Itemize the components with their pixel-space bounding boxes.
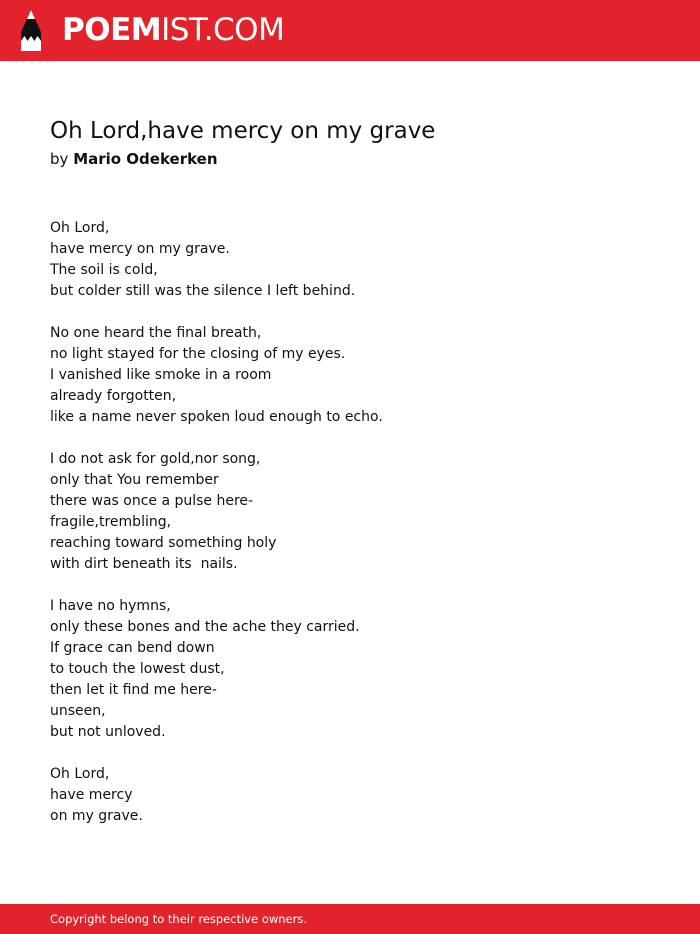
stanza bbox=[50, 764, 670, 827]
poem-line: unseen, bbox=[50, 703, 106, 719]
stanza bbox=[50, 218, 670, 302]
pencil-tip-icon[interactable] bbox=[18, 10, 44, 52]
poem-line: but not unloved. bbox=[50, 724, 166, 740]
poem-line: have mercy bbox=[50, 787, 133, 803]
poem-title: Oh Lord,have mercy on my grave bbox=[50, 118, 436, 144]
logo-light-text: IST.COM bbox=[161, 12, 285, 48]
poem-line: The soil is cold, bbox=[50, 262, 158, 278]
poem-line: have mercy on my grave. bbox=[50, 241, 230, 257]
poem-line: Oh Lord, bbox=[50, 220, 110, 236]
stanza bbox=[50, 323, 670, 428]
poem-line: If grace can bend down bbox=[50, 640, 215, 656]
poem-line: like a name never spoken loud enough to echo. bbox=[50, 409, 383, 425]
site-header bbox=[0, 0, 700, 61]
copyright-notice: Copyright belong to their respective owners. bbox=[50, 912, 308, 926]
logo-bold-text: POEM bbox=[62, 12, 162, 48]
author-name: Mario Odekerken bbox=[73, 150, 218, 168]
poem-line: reaching toward something holy bbox=[50, 535, 277, 551]
site-footer bbox=[0, 904, 700, 934]
poem-line: on my grave. bbox=[50, 808, 143, 824]
poem-line: I do not ask for gold,nor song, bbox=[50, 451, 261, 467]
poem-line: already forgotten, bbox=[50, 388, 177, 404]
poem-line: with dirt beneath its nails. bbox=[50, 556, 238, 572]
poem-line: I vanished like smoke in a room bbox=[50, 367, 272, 383]
poem-line: only these bones and the ache they carried. bbox=[50, 619, 360, 635]
poem-line: No one heard the final breath, bbox=[50, 325, 262, 341]
by-label: by bbox=[50, 150, 69, 168]
poem-line: then let it find me here- bbox=[50, 682, 217, 698]
poem-line: Oh Lord, bbox=[50, 766, 110, 782]
poem-line: I have no hymns, bbox=[50, 598, 171, 614]
poem-body bbox=[50, 218, 670, 848]
poem-line: but colder still was the silence I left behind. bbox=[50, 283, 356, 299]
byline bbox=[50, 148, 218, 170]
stanza bbox=[50, 449, 670, 575]
poem-line: no light stayed for the closing of my eyes. bbox=[50, 346, 346, 362]
poem-line: only that You remember bbox=[50, 472, 219, 488]
stanza bbox=[50, 596, 670, 743]
poem-line: to touch the lowest dust, bbox=[50, 661, 225, 677]
poem-line: fragile,trembling, bbox=[50, 514, 172, 530]
poem-line: there was once a pulse here- bbox=[50, 493, 254, 509]
site-logo[interactable] bbox=[62, 11, 284, 49]
